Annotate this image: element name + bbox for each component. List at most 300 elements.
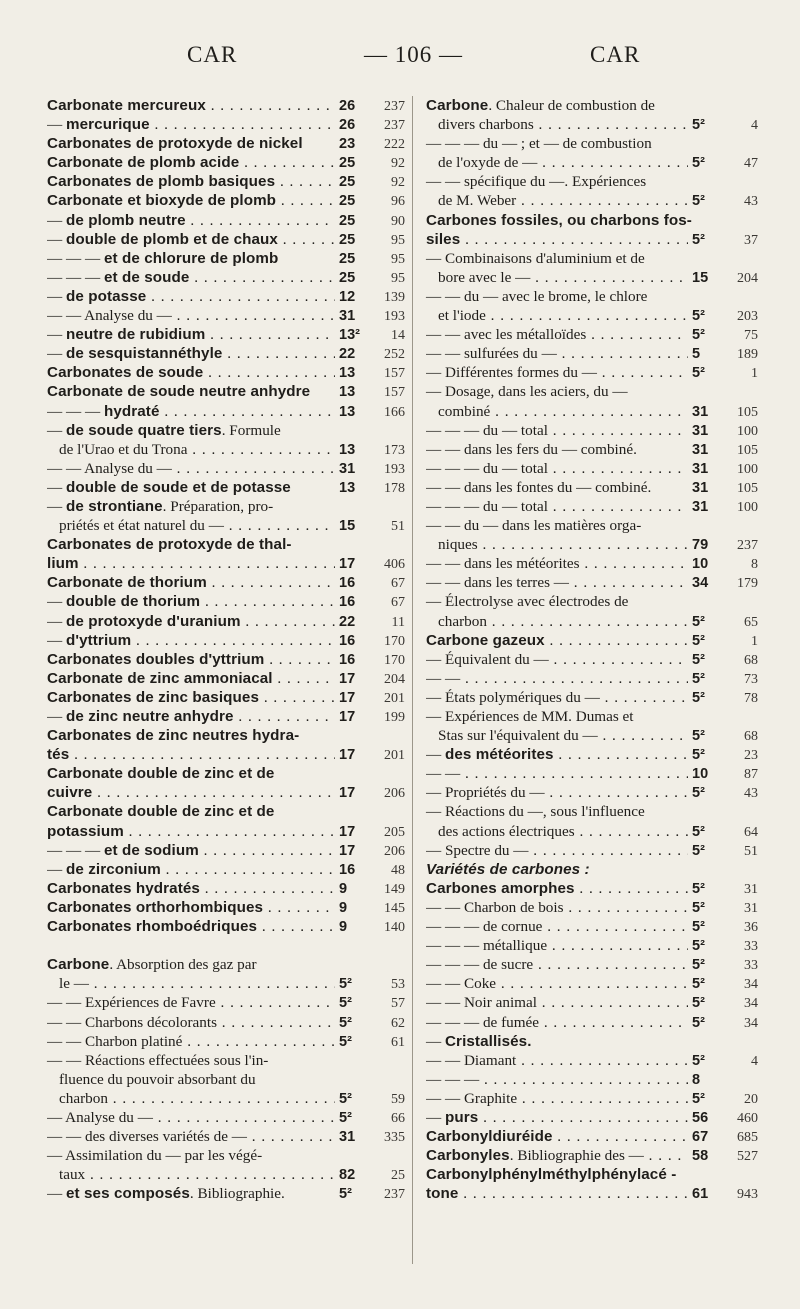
entry-volume: 5² xyxy=(339,976,352,993)
index-entry xyxy=(426,955,758,974)
index-entry xyxy=(47,382,405,401)
entry-term: potassium . . . xyxy=(47,822,335,841)
index-entry xyxy=(426,535,758,554)
index-line: — Expériences de MM. Dumas et xyxy=(426,708,634,725)
entry-term: — — sulfurées du — . . . xyxy=(426,344,688,363)
index-entry xyxy=(47,592,405,611)
entry-volume: 5² xyxy=(692,880,705,897)
index-entry xyxy=(47,650,405,669)
entry-page: 4 xyxy=(751,1053,758,1069)
entry-page: 47 xyxy=(744,156,758,172)
entry-volume: 5² xyxy=(339,1014,352,1031)
index-line: Carbones fossiles, ou charbons fos- xyxy=(426,211,692,229)
entry-page: 65 xyxy=(744,614,758,630)
entry-page: 68 xyxy=(744,729,758,745)
entry-term: tés . . . xyxy=(47,745,335,764)
entry-page: 90 xyxy=(391,213,405,229)
entry-page: 43 xyxy=(744,194,758,210)
entry-term: — et ses composés. Bibliographie. xyxy=(47,1185,285,1203)
entry-term: — — — de cornue . . . xyxy=(426,917,688,936)
entry-term: Carbonate de thorium . . . xyxy=(47,573,335,592)
index-line: — Combinaisons d'aluminium et de xyxy=(426,249,645,267)
index-entry xyxy=(426,1184,758,1203)
index-entry xyxy=(47,612,405,631)
index-line: Carbone. Chaleur de combustion de xyxy=(426,97,655,114)
index-entry xyxy=(426,459,758,478)
index-line: fluence du pouvoir absorbant du xyxy=(59,1070,256,1088)
entry-term: — — Expériences de Favre . . . xyxy=(47,993,335,1012)
entry-term: — — — et de chlorure de plomb xyxy=(47,249,279,267)
entry-volume: 5² xyxy=(692,632,705,649)
index-entry xyxy=(426,669,758,688)
entry-page: 34 xyxy=(744,977,758,993)
entry-term: Carbonate mercureux . . . xyxy=(47,96,335,115)
index-entry xyxy=(47,306,405,325)
entry-volume: 31 xyxy=(692,422,709,439)
entry-term: — États polymériques du — . . . xyxy=(426,688,688,707)
page-number: — 106 — xyxy=(364,42,463,67)
index-entry xyxy=(47,459,405,478)
index-entry xyxy=(426,497,758,516)
index-entry xyxy=(426,1051,758,1070)
entry-volume: 17 xyxy=(339,709,356,725)
index-entry xyxy=(426,191,758,210)
index-entry xyxy=(47,172,405,191)
entry-page: 105 xyxy=(737,480,758,496)
entry-term: — Analyse du — . . . xyxy=(47,1108,335,1127)
entry-term: Carbonates de plomb basiques . . . xyxy=(47,172,335,191)
entry-term: Carbone gazeux . . . xyxy=(426,631,688,650)
entry-page: 51 xyxy=(744,843,758,859)
entry-term: — — dans les terres — . . . xyxy=(426,573,688,592)
index-entry xyxy=(426,478,758,497)
entry-page: 527 xyxy=(737,1149,758,1165)
entry-page: 199 xyxy=(384,710,405,725)
entry-volume: 9 xyxy=(339,880,348,897)
entry-page: 59 xyxy=(391,1091,405,1107)
entry-term: — Propriétés du — . . . xyxy=(426,783,688,802)
entry-page: 140 xyxy=(384,920,405,936)
entry-term: — — Noir animal . . . xyxy=(426,993,688,1012)
index-entry xyxy=(426,764,758,783)
index-entry xyxy=(426,726,758,745)
index-entry xyxy=(426,650,758,669)
entry-term: Carbonates rhomboédriques . . . xyxy=(47,917,335,936)
index-entry xyxy=(47,783,405,802)
index-entry xyxy=(47,325,405,344)
index-line: — — du — dans les matières orga- xyxy=(426,517,642,535)
entry-volume: 13 xyxy=(339,441,356,458)
entry-page: 37 xyxy=(744,232,758,248)
entry-page: 157 xyxy=(384,385,405,401)
entry-volume: 5² xyxy=(692,899,705,916)
entry-page: 237 xyxy=(737,538,758,554)
entry-volume: 5 xyxy=(692,346,701,363)
entry-volume: 15 xyxy=(339,518,356,535)
entry-volume: 13 xyxy=(339,365,356,382)
entry-volume: 5² xyxy=(692,957,705,974)
entry-volume: 5² xyxy=(692,728,705,745)
entry-volume: 31 xyxy=(692,498,709,515)
entry-term: — — dans les fontes du — combiné. xyxy=(426,478,652,496)
entry-term: Carbonate de zinc ammoniacal . . . xyxy=(47,669,335,688)
index-entry xyxy=(426,783,758,802)
entry-term: — neutre de rubidium . . . xyxy=(47,325,335,344)
entry-page: 222 xyxy=(384,137,405,153)
entry-volume: 16 xyxy=(339,594,356,611)
entry-page: 96 xyxy=(391,194,405,210)
running-head-left: CAR xyxy=(187,42,238,67)
entry-page: 43 xyxy=(744,786,758,802)
entry-volume: 5² xyxy=(339,995,352,1012)
index-entry xyxy=(47,230,405,249)
entry-volume: 8 xyxy=(692,1071,701,1088)
entry-term: Carbonate de soude neutre anhydre xyxy=(47,383,311,401)
entry-term: combiné . . . xyxy=(426,402,688,421)
entry-term: — de plomb neutre . . . xyxy=(47,211,335,230)
index-line: — Cristallisés. xyxy=(426,1032,532,1050)
entry-page: 53 xyxy=(391,977,405,993)
index-entry xyxy=(426,612,758,631)
entry-term: — — Analyse du — . . . xyxy=(47,459,335,478)
entry-volume: 25 xyxy=(339,231,356,248)
entry-page: 252 xyxy=(384,347,405,363)
entry-page: 237 xyxy=(384,1187,405,1203)
index-line: — de soude quatre tiers. Formule xyxy=(47,421,281,439)
entry-volume: 13² xyxy=(339,327,360,344)
entry-term: bore avec le — . . . xyxy=(426,268,688,287)
entry-term: — des météorites . . . xyxy=(426,745,688,764)
index-entry xyxy=(426,363,758,382)
entry-term: — — — . . . xyxy=(426,1070,688,1089)
index-entry xyxy=(426,421,758,440)
entry-term: — d'yttrium . . . xyxy=(47,631,335,650)
entry-page: 33 xyxy=(744,939,758,955)
index-line: — Réactions du —, sous l'influence xyxy=(426,803,645,821)
running-head-right: CAR xyxy=(590,42,641,67)
entry-page: 204 xyxy=(384,671,405,687)
index-entry xyxy=(47,249,405,268)
entry-page: 237 xyxy=(384,118,405,134)
entry-term: cuivre . . . xyxy=(47,783,335,802)
entry-volume: 13 xyxy=(339,479,356,496)
entry-page: 139 xyxy=(384,289,405,305)
index-entry xyxy=(47,1013,405,1032)
entry-term: Carbones amorphes . . . xyxy=(426,879,688,898)
index-entry xyxy=(426,153,758,172)
entry-term: — — — du — total . . . xyxy=(426,497,688,516)
entry-volume: 13 xyxy=(339,384,356,401)
entry-term: siles . . . xyxy=(426,230,688,249)
index-entry xyxy=(426,440,758,459)
entry-page: 62 xyxy=(391,1015,405,1031)
entry-volume: 5² xyxy=(692,747,705,764)
entry-volume: 17 xyxy=(339,842,356,859)
index-entry xyxy=(47,1089,405,1108)
index-column-left xyxy=(47,96,405,1203)
entry-page: 75 xyxy=(744,328,758,344)
entry-term: — de zirconium . . . xyxy=(47,860,335,879)
entry-page: 206 xyxy=(384,843,405,859)
entry-volume: 34 xyxy=(692,575,709,592)
entry-term: — — — du — total . . . xyxy=(426,459,688,478)
index-entry xyxy=(47,1127,405,1146)
index-line: — Électrolyse avec électrodes de xyxy=(426,593,629,611)
entry-volume: 23 xyxy=(339,136,356,153)
entry-page: 78 xyxy=(744,690,758,706)
entry-term: — — — métallique . . . xyxy=(426,936,688,955)
entry-term: divers charbons . . . xyxy=(426,115,688,134)
entry-volume: 5² xyxy=(692,1090,705,1107)
entry-term: charbon . . . xyxy=(47,1089,335,1108)
entry-volume: 5² xyxy=(692,919,705,936)
index-entry xyxy=(47,440,405,459)
entry-term: — — Analyse du — . . . xyxy=(47,306,335,325)
index-entry xyxy=(47,134,405,153)
entry-page: 201 xyxy=(384,748,405,764)
entry-term: — de zinc neutre anhydre . . . xyxy=(47,707,335,726)
entry-volume: 17 xyxy=(339,556,356,573)
entry-volume: 17 xyxy=(339,670,356,687)
entry-volume: 5² xyxy=(692,976,705,993)
entry-volume: 31 xyxy=(339,1129,356,1146)
index-entry xyxy=(47,96,405,115)
entry-page: 67 xyxy=(391,595,405,611)
entry-term: niques . . . xyxy=(426,535,688,554)
index-entry xyxy=(47,993,405,1012)
entry-page: 157 xyxy=(384,366,405,382)
entry-page: 685 xyxy=(737,1130,758,1146)
entry-page: 204 xyxy=(737,270,758,286)
entry-page: 145 xyxy=(384,900,405,916)
entry-volume: 5² xyxy=(692,651,705,668)
entry-volume: 17 xyxy=(339,747,356,764)
entry-term: — — Coke . . . xyxy=(426,974,688,993)
entry-page: 166 xyxy=(384,404,405,420)
index-entry xyxy=(426,993,758,1012)
entry-volume: 5² xyxy=(692,785,705,802)
index-entry xyxy=(47,1165,405,1184)
entry-page: 95 xyxy=(391,270,405,286)
entry-term: — — — et de soude . . . xyxy=(47,268,335,287)
entry-page: 100 xyxy=(737,499,758,515)
index-entry xyxy=(426,230,758,249)
entry-page: 31 xyxy=(744,900,758,916)
index-column-right xyxy=(426,96,758,1203)
index-entry xyxy=(426,688,758,707)
entry-term: — purs . . . xyxy=(426,1108,688,1127)
entry-term: Carbonate et bioxyde de plomb . . . xyxy=(47,191,335,210)
entry-page: 57 xyxy=(391,996,405,1012)
entry-volume: 61 xyxy=(692,1186,709,1203)
entry-page: 179 xyxy=(737,576,758,592)
entry-volume: 22 xyxy=(339,613,356,630)
entry-term: — de protoxyde d'uranium . . . xyxy=(47,612,335,631)
index-entry xyxy=(47,211,405,230)
index-entry xyxy=(47,344,405,363)
entry-page: 14 xyxy=(391,328,405,344)
index-entry xyxy=(47,115,405,134)
index-entry xyxy=(47,1184,405,1203)
entry-term: — Différentes formes du — . . . xyxy=(426,363,688,382)
index-entry xyxy=(426,745,758,764)
entry-page: 92 xyxy=(391,156,405,172)
index-entry xyxy=(47,917,405,936)
entry-term: — — Diamant . . . xyxy=(426,1051,688,1070)
index-entry xyxy=(426,306,758,325)
entry-volume: 15 xyxy=(692,269,709,286)
entry-volume: 31 xyxy=(339,308,356,325)
entry-page: 73 xyxy=(744,671,758,687)
index-entry xyxy=(426,822,758,841)
index-line: — Dosage, dans les aciers, du — xyxy=(426,383,628,401)
entry-page: 23 xyxy=(744,748,758,764)
entry-volume: 82 xyxy=(339,1167,356,1184)
index-entry xyxy=(47,898,405,917)
entry-volume: 25 xyxy=(339,212,356,229)
entry-volume: 25 xyxy=(339,250,356,267)
entry-page: 193 xyxy=(384,461,405,477)
index-entry xyxy=(47,688,405,707)
entry-volume: 22 xyxy=(339,346,356,363)
entry-page: 173 xyxy=(384,442,405,458)
entry-page: 34 xyxy=(744,996,758,1012)
entry-volume: 9 xyxy=(339,919,348,936)
entry-volume: 31 xyxy=(692,441,709,458)
entry-volume: 5² xyxy=(692,1052,705,1069)
entry-volume: 25 xyxy=(339,193,356,210)
entry-page: 11 xyxy=(391,614,405,630)
entry-volume: 16 xyxy=(339,861,356,878)
entry-term: priétés et état naturel du — . . . xyxy=(47,516,335,535)
entry-page: 67 xyxy=(391,576,405,592)
entry-page: 51 xyxy=(391,519,405,535)
entry-page: 203 xyxy=(737,309,758,325)
entry-volume: 31 xyxy=(692,403,709,420)
entry-volume: 13 xyxy=(339,403,356,420)
index-entry xyxy=(47,554,405,573)
entry-volume: 17 xyxy=(339,689,356,706)
index-entry xyxy=(47,631,405,650)
entry-volume: 5² xyxy=(692,995,705,1012)
entry-volume: 5² xyxy=(692,670,705,687)
entry-volume: 25 xyxy=(339,174,356,191)
entry-page: 64 xyxy=(744,824,758,840)
entry-page: 100 xyxy=(737,423,758,439)
entry-term: — — Graphite . . . xyxy=(426,1089,688,1108)
index-entry xyxy=(426,1089,758,1108)
index-line: Carbonate double de zinc et de xyxy=(47,765,275,783)
entry-page: 178 xyxy=(384,480,405,496)
entry-page: 20 xyxy=(744,1091,758,1107)
entry-page: 237 xyxy=(384,99,405,114)
entry-volume: 5² xyxy=(692,823,705,840)
column-divider xyxy=(412,96,413,1264)
index-line: — — Réactions effectuées sous l'in- xyxy=(47,1051,269,1069)
entry-volume: 5² xyxy=(339,1090,352,1107)
entry-volume: 26 xyxy=(339,98,356,114)
entry-page: 95 xyxy=(391,232,405,248)
entry-term: — — — de sucre . . . xyxy=(426,955,688,974)
entry-term: — Spectre du — . . . xyxy=(426,841,688,860)
index-entry xyxy=(426,1070,758,1089)
entry-page: 206 xyxy=(384,786,405,802)
entry-page: 33 xyxy=(744,958,758,974)
index-entry xyxy=(426,402,758,421)
index-entry xyxy=(426,936,758,955)
index-entry xyxy=(426,631,758,650)
entry-term: — — . . . xyxy=(426,764,688,783)
entry-page: 1 xyxy=(751,633,758,649)
entry-volume: 5² xyxy=(339,1033,352,1050)
entry-page: 335 xyxy=(384,1130,405,1146)
entry-page: 34 xyxy=(744,1015,758,1031)
entry-term: Carbonyles. Bibliographie des — . . . xyxy=(426,1146,688,1165)
index-entry xyxy=(47,841,405,860)
entry-term: — — Charbon de bois . . . xyxy=(426,898,688,917)
entry-page: 92 xyxy=(391,175,405,191)
entry-page: 48 xyxy=(391,862,405,878)
entry-volume: 79 xyxy=(692,537,709,554)
index-entry xyxy=(47,860,405,879)
entry-term: — de potasse . . . xyxy=(47,287,335,306)
index-entry xyxy=(47,822,405,841)
entry-term: — — Charbon platiné . . . xyxy=(47,1032,335,1051)
entry-volume: 25 xyxy=(339,269,356,286)
entry-page: 31 xyxy=(744,881,758,897)
entry-volume: 5² xyxy=(692,689,705,706)
index-entry xyxy=(426,1146,758,1165)
entry-page: 1 xyxy=(751,366,758,382)
index-line: Carbonates de protoxyde de thal- xyxy=(47,536,292,554)
entry-page: 943 xyxy=(737,1187,758,1203)
entry-volume: 26 xyxy=(339,117,356,134)
entry-volume: 10 xyxy=(692,766,709,783)
entry-term: Carbonate de plomb acide . . . xyxy=(47,153,335,172)
entry-page: 105 xyxy=(737,442,758,458)
index-line: Carbonates de zinc neutres hydra- xyxy=(47,727,300,745)
index-entry xyxy=(47,974,405,993)
entry-volume: 31 xyxy=(339,460,356,477)
entry-term: tone . . . xyxy=(426,1184,688,1203)
entry-term: Carbonates de zinc basiques . . . xyxy=(47,688,335,707)
index-entry xyxy=(426,1127,758,1146)
entry-volume: 17 xyxy=(339,823,356,840)
entry-page: 189 xyxy=(737,347,758,363)
entry-term: — — des diverses variétés de — . . . xyxy=(47,1127,335,1146)
entry-volume: 10 xyxy=(692,556,709,573)
index-entry xyxy=(47,363,405,382)
index-entry xyxy=(426,573,758,592)
entry-term: de l'Urao et du Trona . . . xyxy=(47,440,335,459)
entry-volume: 5² xyxy=(692,327,705,344)
entry-page: 4 xyxy=(751,118,758,134)
entry-page: 170 xyxy=(384,633,405,649)
entry-term: et l'iode . . . xyxy=(426,306,688,325)
index-entry xyxy=(47,191,405,210)
index-entry xyxy=(426,1108,758,1127)
spacer xyxy=(47,936,405,955)
entry-volume: 16 xyxy=(339,632,356,649)
entry-term: — double de soude et de potasse xyxy=(47,478,291,496)
entry-page: 61 xyxy=(391,1034,405,1050)
index-entry xyxy=(47,573,405,592)
entry-page: 193 xyxy=(384,309,405,325)
entry-volume: 25 xyxy=(339,155,356,172)
entry-term: le — . . . xyxy=(47,974,335,993)
entry-term: — de sesquistannéthyle . . . xyxy=(47,344,335,363)
entry-term: — mercurique . . . xyxy=(47,115,335,134)
